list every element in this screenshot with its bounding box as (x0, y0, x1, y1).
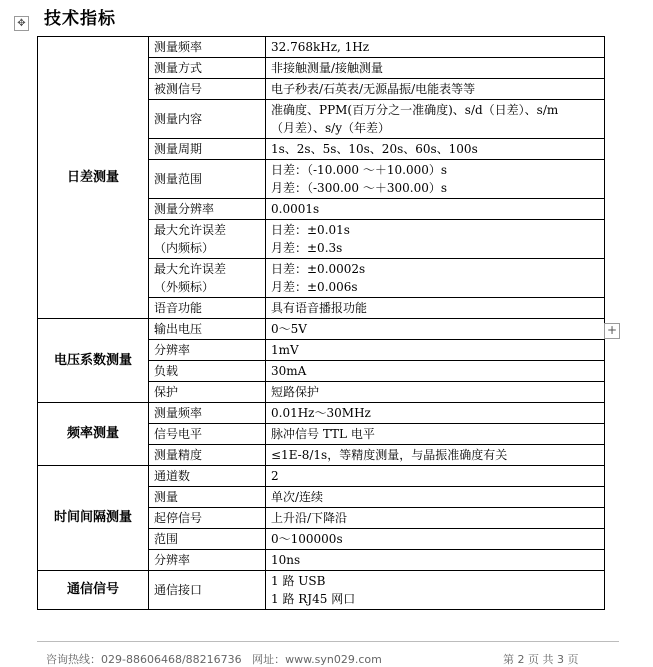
category-cell: 日差测量 (38, 37, 149, 319)
item-label: 测量周期 (154, 142, 203, 156)
value-text: 0～5V (271, 322, 307, 336)
table-row (38, 37, 605, 58)
item-cell (149, 100, 266, 139)
value-text: 30mA (271, 364, 307, 378)
value-text: （月差）、s/y（年差） (271, 121, 390, 135)
category-cell: 电压系数测量 (38, 319, 149, 403)
value-cell (266, 571, 605, 610)
value-cell (266, 487, 605, 508)
item-label: 测量 (154, 490, 179, 504)
value-cell (266, 550, 605, 571)
item-cell (149, 259, 266, 298)
item-label: 被测信号 (154, 82, 203, 96)
value-text: 0～100000s (271, 532, 343, 546)
value-cell (266, 100, 605, 139)
item-label: 测量频率 (154, 40, 203, 54)
value-cell (266, 340, 605, 361)
item-label: 负载 (154, 364, 179, 378)
item-cell (149, 361, 266, 382)
item-cell (149, 319, 266, 340)
value-cell (266, 319, 605, 340)
item-cell (149, 160, 266, 199)
value-cell (266, 508, 605, 529)
item-cell (149, 220, 266, 259)
item-label: 保护 (154, 385, 179, 399)
item-label: 通信接口 (154, 583, 203, 597)
value-cell (266, 361, 605, 382)
value-cell (266, 58, 605, 79)
value-text: 日差：±0.0002s (271, 262, 366, 276)
value-text: 日差：（-10.000 ～＋10.000）s (271, 163, 448, 177)
value-text: 单次/连续 (271, 490, 324, 504)
value-text: 1 路 USB (271, 574, 326, 588)
value-text: 非接触测量/接触测量 (271, 61, 384, 75)
footer-contact: 咨询热线：029-88606468/88216736 网址：www.syn029.com (46, 653, 382, 666)
value-cell (266, 220, 605, 259)
item-cell (149, 37, 266, 58)
item-cell (149, 139, 266, 160)
item-label: 通道数 (154, 469, 191, 483)
value-cell (266, 298, 605, 319)
category-cell: 时间间隔测量 (38, 466, 149, 571)
table-row (38, 466, 605, 487)
value-text: 准确度、PPM(百万分之一准确度)、s/d（日差）、s/m (271, 103, 559, 117)
table-row (38, 403, 605, 424)
item-cell (149, 340, 266, 361)
item-label: 测量内容 (154, 112, 203, 126)
item-label: 信号电平 (154, 427, 203, 441)
page-title: 技术指标 (44, 9, 116, 29)
value-text: 短路保护 (271, 385, 320, 399)
move-icon[interactable]: ✥ (14, 16, 29, 31)
item-cell (149, 79, 266, 100)
item-cell (149, 487, 266, 508)
item-cell (149, 508, 266, 529)
value-text: ≤1E-8/1s，等精度测量，与晶振准确度有关 (271, 448, 508, 462)
value-cell (266, 160, 605, 199)
value-text: 具有语音播报功能 (271, 301, 368, 315)
item-cell (149, 403, 266, 424)
item-label: 分辨率 (154, 343, 191, 357)
item-cell (149, 298, 266, 319)
value-text: 月差：（-300.00 ～＋300.00）s (271, 181, 448, 195)
item-label: 测量频率 (154, 406, 203, 420)
footer-page-number: 第 2 页 共 3 页 (503, 653, 579, 666)
value-text: 脉冲信号 TTL 电平 (271, 427, 375, 441)
item-label: 分辨率 (154, 553, 191, 567)
value-cell (266, 37, 605, 58)
item-label: 测量范围 (154, 172, 203, 186)
item-label: 语音功能 (154, 301, 203, 315)
value-text: 月差：±0.006s (271, 280, 358, 294)
plus-icon[interactable]: + (604, 323, 620, 339)
value-text: 32.768kHz, 1Hz (271, 40, 370, 54)
item-cell (149, 382, 266, 403)
category-cell: 通信信号 (38, 571, 149, 610)
value-text: 1mV (271, 343, 299, 357)
table-row (38, 319, 605, 340)
item-label: 范围 (154, 532, 179, 546)
item-cell (149, 550, 266, 571)
value-cell (266, 466, 605, 487)
value-cell (266, 139, 605, 160)
value-cell (266, 199, 605, 220)
value-cell (266, 529, 605, 550)
spec-table (37, 36, 605, 610)
item-cell (149, 199, 266, 220)
value-text: 日差：±0.01s (271, 223, 350, 237)
item-cell (149, 466, 266, 487)
value-text: 0.0001s (271, 202, 320, 216)
item-label: （外频标） (154, 280, 215, 294)
item-cell (149, 424, 266, 445)
item-label: 起停信号 (154, 511, 203, 525)
value-text: 1s、2s、5s、10s、20s、60s、100s (271, 142, 478, 156)
value-text: 上升沿/下降沿 (271, 511, 348, 525)
item-label: 测量分辨率 (154, 202, 215, 216)
category-cell: 频率测量 (38, 403, 149, 466)
value-text: 电子秒表/石英表/无源晶振/电能表等等 (271, 82, 476, 96)
value-text: 2 (271, 469, 279, 483)
value-cell (266, 79, 605, 100)
value-text: 1 路 RJ45 网口 (271, 592, 356, 606)
item-label: 最大允许误差 (154, 262, 227, 276)
value-cell (266, 445, 605, 466)
footer-divider (37, 641, 619, 642)
value-cell (266, 382, 605, 403)
value-text: 月差：±0.3s (271, 241, 343, 255)
item-label: 测量方式 (154, 61, 203, 75)
item-cell (149, 571, 266, 610)
item-label: 测量精度 (154, 448, 203, 462)
item-label: 输出电压 (154, 322, 203, 336)
item-label: （内频标） (154, 241, 215, 255)
value-text: 10ns (271, 553, 301, 567)
item-cell (149, 58, 266, 79)
value-cell (266, 259, 605, 298)
value-text: 0.01Hz～30MHz (271, 406, 371, 420)
item-cell (149, 445, 266, 466)
item-cell (149, 529, 266, 550)
value-cell (266, 403, 605, 424)
item-label: 最大允许误差 (154, 223, 227, 237)
table-row (38, 571, 605, 610)
value-cell (266, 424, 605, 445)
